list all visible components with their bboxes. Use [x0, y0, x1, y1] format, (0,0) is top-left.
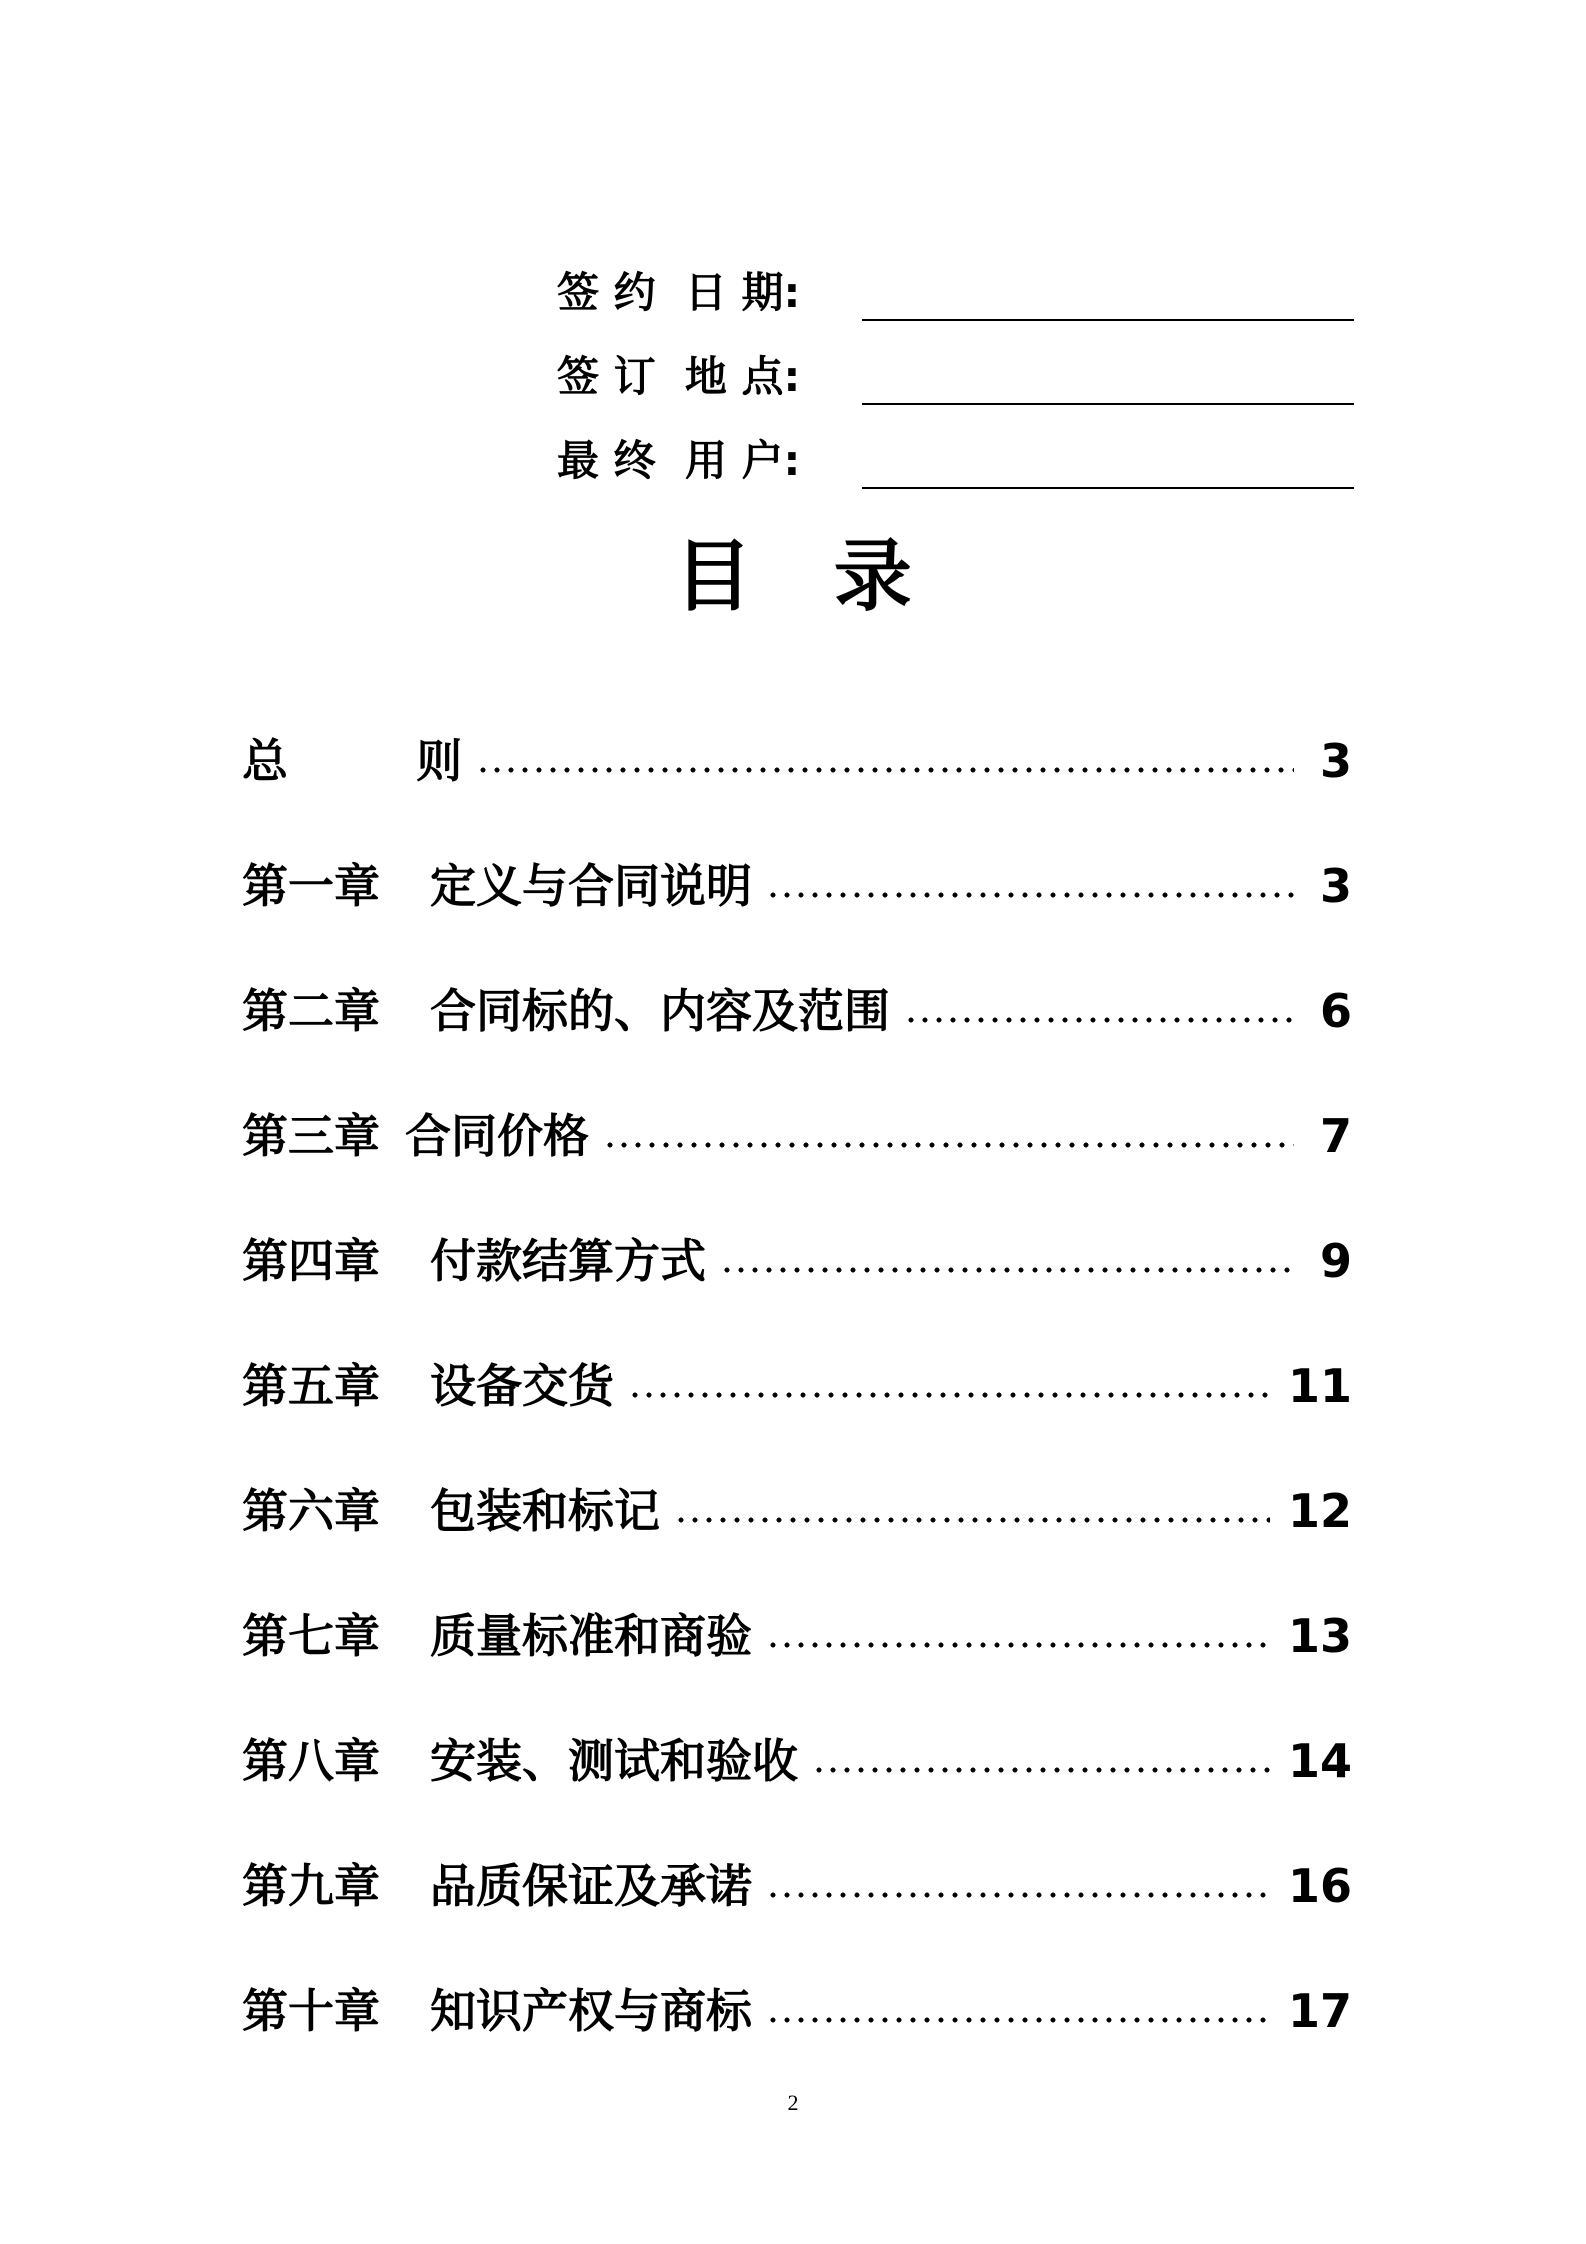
toc-page: 16: [1287, 1858, 1352, 1913]
toc-chapter: 第四章: [242, 1233, 380, 1288]
toc-leader-dots: [766, 2016, 1270, 2024]
sign-place-line: [862, 403, 1354, 405]
table-of-contents: [242, 698, 1352, 2073]
toc-entry[interactable]: [242, 1073, 1352, 1198]
sign-date-line: [862, 319, 1354, 321]
toc-name: 质量标准和商验: [430, 1608, 752, 1663]
toc-chapter: 第六章: [242, 1483, 380, 1538]
toc-page: 14: [1287, 1733, 1352, 1788]
sign-date-row: [557, 253, 1357, 337]
toc-page: 3: [1319, 733, 1352, 788]
toc-entry[interactable]: [242, 1323, 1352, 1448]
toc-page: 11: [1287, 1358, 1352, 1413]
toc-entry[interactable]: [242, 823, 1352, 948]
toc-entry[interactable]: [242, 1573, 1352, 1698]
toc-leader-dots: [766, 1891, 1270, 1899]
toc-entry[interactable]: [242, 1823, 1352, 1948]
toc-name: 品质保证及承诺: [430, 1858, 752, 1913]
toc-chapter: 第五章: [242, 1358, 380, 1413]
toc-name: 知识产权与商标: [430, 1983, 752, 2038]
toc-name: 定义与合同说明: [430, 858, 752, 913]
toc-page: 3: [1319, 858, 1352, 913]
toc-page: 17: [1287, 1983, 1352, 2038]
sign-date-label: 签 约 日 期:: [557, 268, 801, 317]
toc-title: 目 录: [674, 532, 912, 622]
toc-chapter: 总 则: [242, 733, 463, 788]
signature-block: [557, 253, 1357, 505]
toc-entry[interactable]: [242, 698, 1352, 823]
toc-name: 合同价格: [405, 1108, 589, 1163]
toc-chapter: 第九章: [242, 1858, 380, 1913]
toc-chapter: 第二章: [242, 983, 380, 1038]
toc-entry[interactable]: [242, 1198, 1352, 1323]
toc-name: 包装和标记: [430, 1483, 660, 1538]
end-user-row: [557, 421, 1357, 505]
toc-page: 13: [1287, 1608, 1352, 1663]
toc-chapter: 第七章: [242, 1608, 380, 1663]
toc-name: 安装、测试和验收: [430, 1733, 798, 1788]
toc-page: 7: [1319, 1108, 1352, 1163]
toc-name: 设备交货: [430, 1358, 614, 1413]
toc-leader-dots: [674, 1516, 1270, 1524]
toc-page: 12: [1287, 1483, 1352, 1538]
toc-entry[interactable]: [242, 1948, 1352, 2073]
toc-page: 9: [1319, 1233, 1352, 1288]
page-number: 2: [787, 2090, 799, 2115]
toc-leader-dots: [766, 891, 1294, 899]
toc-chapter: 第八章: [242, 1733, 380, 1788]
toc-entry[interactable]: [242, 1698, 1352, 1823]
toc-leader-dots: [904, 1016, 1294, 1024]
toc-leader-dots: [720, 1266, 1294, 1274]
toc-leader-dots: [476, 766, 1294, 774]
toc-entry[interactable]: [242, 1448, 1352, 1573]
toc-leader-dots: [628, 1391, 1270, 1399]
toc-page: 6: [1319, 983, 1352, 1038]
toc-name: 合同标的、内容及范围: [430, 983, 890, 1038]
toc-chapter: 第十章: [242, 1983, 380, 2038]
toc-chapter: 第三章: [242, 1108, 380, 1163]
end-user-label: 最 终 用 户:: [557, 436, 801, 485]
end-user-line: [862, 487, 1354, 489]
toc-chapter: 第一章: [242, 858, 380, 913]
toc-leader-dots: [812, 1766, 1270, 1774]
sign-place-row: [557, 337, 1357, 421]
sign-place-label: 签 订 地 点:: [557, 352, 801, 401]
toc-leader-dots: [603, 1141, 1294, 1149]
toc-name: 付款结算方式: [430, 1233, 706, 1288]
toc-leader-dots: [766, 1641, 1270, 1649]
toc-entry[interactable]: [242, 948, 1352, 1073]
